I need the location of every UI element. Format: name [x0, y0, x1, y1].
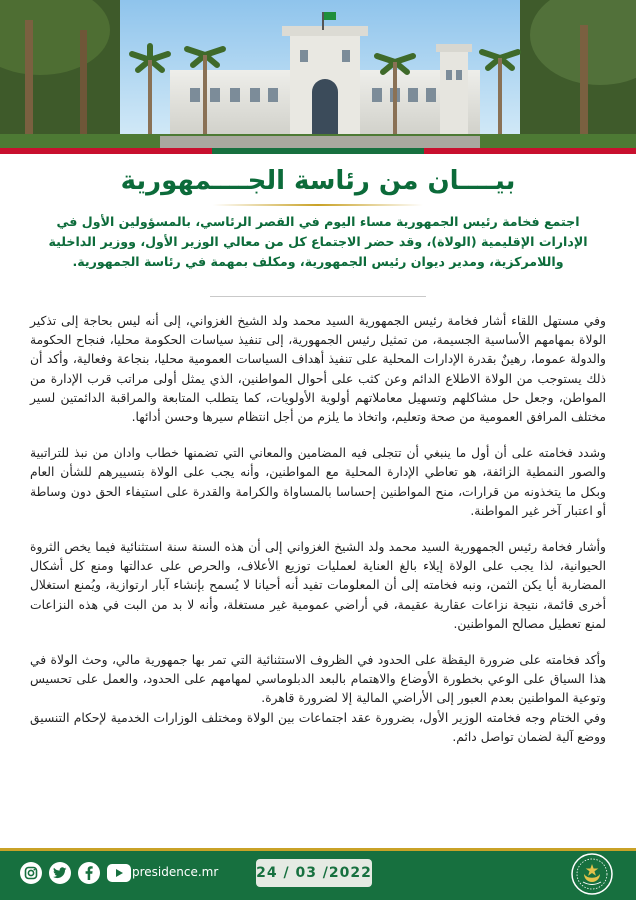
header-photo: [0, 0, 636, 148]
footer-bar: [0, 848, 636, 900]
paragraph: وأكد فخامته على ضرورة اليقظة على الحدود في الظروف الاستثنائية التي تمر بها جمهورية مالي، وحث الولاة في هذا السياق على الوعي بخطورة الأوضاع والاهتمام بالبعد الدبلوماسي لمهامهم على الحدود، والعمل على تحسيس وتوعية المواطنين بعدم العبور إلى الأراضي المالية إلا لضرورة قاهرة.: [30, 653, 606, 706]
flag-stripe: [0, 148, 636, 154]
paragraph: وأشار فخامة رئيس الجمهورية السيد محمد ولد الشيخ الغزواني إلى أن هذه السنة سنة استثنائية فيما يخص الثروة الحيوانية، لذا يجب على الولاة إيلاء بالغ العناية لعمليات توزيع الأعلاف، والحرص على عدالتها ومنع كل أشكال المضاربة أيا يكن الثمن، ونبه فخامته إلى أن المعلومات تفيد أنه أحيانا لا يُسمح بإنشاء آبار ارتوازية، ويُمنع استغلال أخرى قائمة، نتيجة نزاعات عقارية عقيمة، في أراضي عمومية غير مستغلة، وأنه لا بد من البت في هذه النزاعات لمنع تعطيل مصالح المواطنين.: [30, 540, 606, 631]
paragraph: وشدد فخامته على أن أول ما ينبغي أن تتجلى فيه المضامين والمعاني التي تضمنها خطاب وادان من نبذ للتراتبية والصور النمطية الزائفة، هو تعاطي الإدارة المحلية مع المواطنين، وأنه يجب على الولاة بتسييرهم للشأن العام وبكل ما يتخذونه من قرارات، منح المواطنين إحساسا بالمساواة والكرامة والقدرة على استيفاء الحق دون وساطة أو اعتبار آخر غير المواطنة.: [30, 446, 606, 518]
paragraph: وفي الختام وجه فخامته الوزير الأول، بضرورة عقد اجتماعات بين الولاة ومختلف الوزارات الخدمية لإحكام التنسيق ووضع آلية لضمان تواصل دائم.: [30, 710, 606, 744]
title-underline: [213, 204, 423, 206]
title-block: [0, 166, 636, 206]
intro-paragraph: اجتمع فخامة رئيس الجمهورية مساء اليوم في القصر الرئاسي، بالمسؤولين الأول في الإدارات الإقليمية (الولاة)، وقد حضر الاجتماع كل من معالي الوزير الأول، ووزير الداخلية واللامركزية، ومدير ديوان رئيس الجمهورية، ومكلف بمهمة في رئاسة الجمهورية.: [48, 214, 588, 269]
footer-stripe: [0, 848, 636, 851]
paragraph: وفي مستهل اللقاء أشار فخامة رئيس الجمهورية السيد محمد ولد الشيخ الغزواني، إلى أنه ليس بحاجة إلى تذكير الولاة بمهامهم الأساسية الجسيمة، من تمثيل رئيس الجمهورية، إلى تنفيذ سياسات الحكومة محليا، فنجاح الحكومة والدولة عموما، رهينٌ بقدرة الإدارات المحلية على تنفيذ أهداف السياسات العمومية محليا، بنجاعة وفعالية، وأكد أن ذلك يستوجب من الولاة الاطلاع الدائم وعن كثب على أحوال المواطنين، الذي يمثل أولى مراتب قرب الإدارة من المواطن، وجعل حل مشاكلهم وتسهيل معاملاتهم أولوية الأولويات، كما يتطلب المتابعة والمراقبة الدائمتين لسير مختلف المرافق العمومية من صحة وتعليم، واتخاذ ما يلزم من أجل انتظام سيرها وحسن أدائها.: [30, 314, 606, 425]
twitter-icon[interactable]: [49, 862, 71, 884]
instagram-icon[interactable]: [20, 862, 42, 884]
page-title: بيــــان من رئاسة الجــــمهورية: [120, 166, 516, 196]
website-link[interactable]: presidence.mr: [132, 865, 219, 879]
statement-body: [30, 312, 606, 747]
facebook-icon[interactable]: [78, 862, 100, 884]
date-badge: 24 / 03 /2022: [256, 859, 372, 887]
divider: [210, 296, 426, 297]
social-links: [20, 862, 131, 884]
youtube-icon[interactable]: [107, 864, 131, 882]
national-seal-icon: [570, 852, 614, 896]
